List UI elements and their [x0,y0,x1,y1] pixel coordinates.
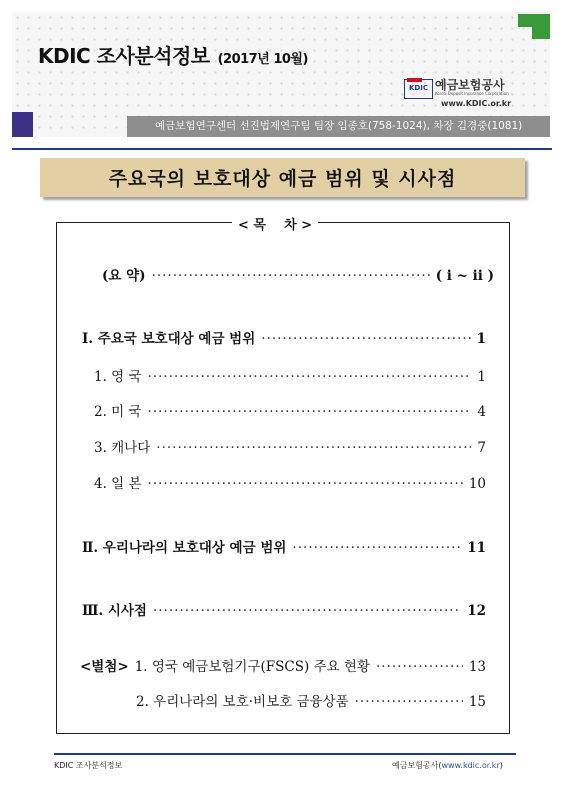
toc-entry-page: 15 [468,694,486,710]
document-title: 주요국의 보호대상 예금 범위 및 시사점 [108,168,457,190]
toc-entry-label: Ⅰ. 주요국 보호대상 예금 범위 [82,331,256,347]
footer-publication: KDIC 조사분석정보 [54,761,123,770]
toc-entry-label: 2. 미 국 [94,404,142,420]
toc-entry-page: 1 [477,369,486,385]
toc-summary[interactable] [102,264,494,284]
toc-section-1[interactable] [82,327,486,347]
toc-leader [153,603,461,619]
toc-appendix-2[interactable] [136,690,486,710]
publication-date: (2017년 10월) [217,52,308,67]
publication-title [38,40,308,69]
toc-appendix-label: <별첨> [80,659,129,675]
footer-org [392,760,503,771]
footer-url[interactable]: www.kdic.or.kr [441,761,500,770]
toc-leader [261,331,470,347]
toc-entry-label: 3. 캐나다 [94,440,151,456]
toc-appendix-1[interactable] [80,655,486,675]
logo-abbr: KDIC [409,84,428,92]
toc-item-canada[interactable] [94,436,486,456]
toc-label: < 목 차 > [232,214,318,233]
toc-entry-page: 11 [467,540,486,556]
toc-leader [148,404,472,420]
logo-url: www.KDIC.or.kr [441,99,512,108]
toc-entry-page: 4 [477,404,486,420]
toc-leader [292,540,461,556]
toc-leader [148,476,463,492]
toc-entry-page: 10 [468,476,486,492]
toc-entry-page: ( i ~ ii ) [435,268,494,284]
toc-entry-label: (요 약) [102,268,146,284]
toc-leader [376,659,463,675]
toc-section-3[interactable] [82,599,486,619]
toc-entry-label: 4. 일 본 [94,476,142,492]
document-title-box [40,158,525,197]
side-accent [12,112,33,137]
toc-item-uk[interactable] [94,365,486,385]
footer-org-name: 예금보험공사( [392,761,442,770]
toc-entry-page: 13 [468,659,486,675]
logo-mark [404,79,433,99]
toc-section-2[interactable] [82,536,486,556]
toc-entry-page: 7 [477,440,486,456]
toc-leader [156,440,471,456]
toc-leader [152,268,430,284]
contact-bar: 예금보험연구센터 선진법제연구팀 팀장 임종호(758-1024), 차장 김경중(1081) [127,116,550,137]
logo-bar [407,78,422,82]
toc-entry-label: 1. 영 국 [94,369,142,385]
toc-leader [148,369,472,385]
toc-item-us[interactable] [94,400,486,420]
toc-entry-page: 12 [467,603,486,619]
logo-name: 예금보험공사 [435,78,505,92]
toc-entry-label: Ⅲ. 시사점 [82,603,147,619]
logo-english: Korea Deposit Insurance Corporation [435,91,509,96]
toc-item-japan[interactable] [94,472,486,492]
toc-entry-page: 1 [476,331,486,347]
toc-entry-label: 1. 영국 예금보험기구(FSCS) 주요 현황 [134,659,370,675]
toc-leader [355,694,463,710]
publication-name: KDIC 조사분석정보 [38,44,210,68]
footer-paren: ) [499,761,503,770]
footer-rule [54,753,516,755]
corner-accent-vertical [532,14,550,39]
header-rule [12,148,552,150]
toc-entry-label: 2. 우리나라의 보호·비보호 금융상품 [136,694,349,710]
toc-entry-label: Ⅱ. 우리나라의 보호대상 예금 범위 [82,540,287,556]
